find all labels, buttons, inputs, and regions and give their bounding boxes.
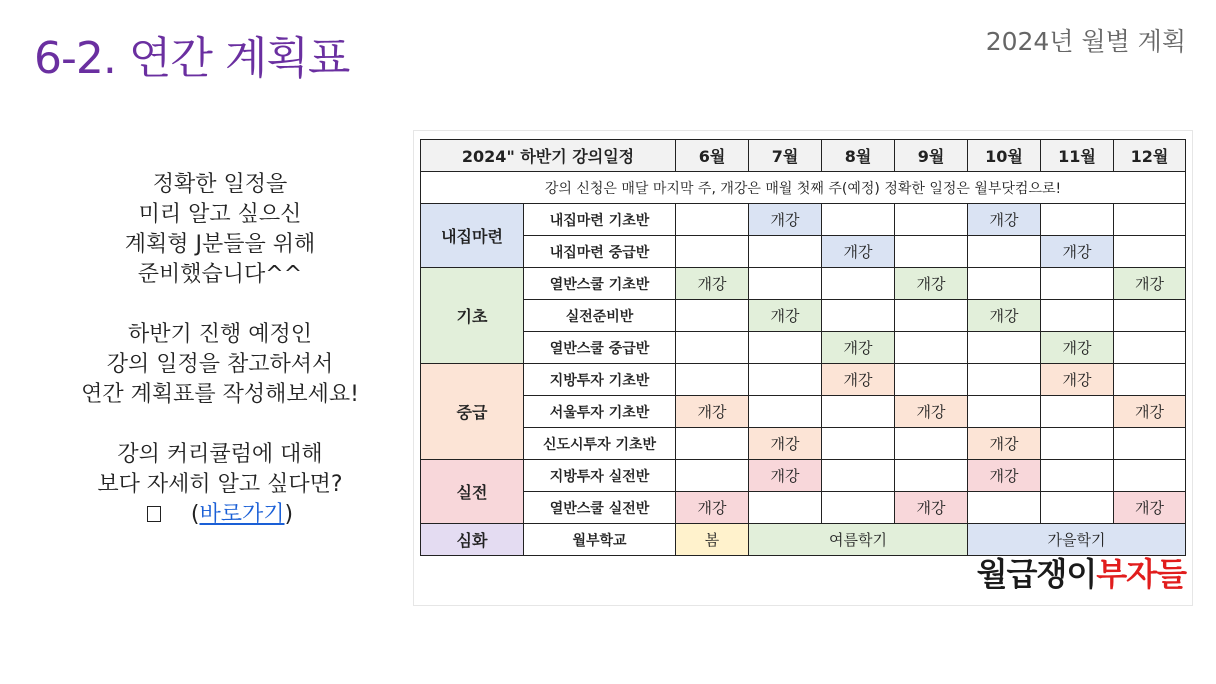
month-header: 9월	[895, 140, 968, 172]
table-row	[421, 364, 1186, 396]
intro-line: 정확한 일정을	[152, 172, 288, 197]
open-cell: 개강	[1041, 364, 1114, 396]
empty-cell	[1041, 396, 1114, 428]
schedule-image	[413, 130, 1193, 606]
empty-cell	[1041, 492, 1114, 524]
empty-cell	[822, 492, 895, 524]
month-header: 7월	[749, 140, 822, 172]
slide-subtitle: 2024년 월별 계획	[985, 27, 1186, 56]
empty-cell	[676, 460, 749, 492]
intro-line: 보다 자세히 알고 싶다면?	[97, 472, 343, 497]
table-row	[421, 300, 1186, 332]
open-cell: 개강	[968, 428, 1041, 460]
empty-cell	[895, 364, 968, 396]
intro-line: 미리 알고 싶으신	[138, 202, 302, 227]
shortcut-link[interactable]: 바로가기	[199, 502, 285, 527]
month-header: 6월	[676, 140, 749, 172]
empty-cell	[676, 300, 749, 332]
table-row	[421, 236, 1186, 268]
course-name: 실전준비반	[524, 300, 676, 332]
table-row	[421, 460, 1186, 492]
empty-cell	[676, 332, 749, 364]
open-cell: 개강	[822, 236, 895, 268]
open-cell: 개강	[1114, 396, 1186, 428]
open-cell: 개강	[749, 460, 822, 492]
empty-cell	[749, 396, 822, 428]
empty-cell	[1114, 460, 1186, 492]
notice-row: 강의 신청은 매달 마지막 주, 개강은 매월 첫째 주(예정) 정확한 일정은 월부닷컴으로!	[421, 172, 1186, 204]
slide-title: 6-2. 연간 계획표	[34, 33, 350, 84]
empty-cell	[968, 364, 1041, 396]
month-header: 12월	[1114, 140, 1186, 172]
open-cell: 개강	[749, 300, 822, 332]
empty-cell	[749, 364, 822, 396]
term-spring: 봄	[676, 524, 749, 556]
open-cell: 개강	[1041, 332, 1114, 364]
empty-cell	[676, 236, 749, 268]
empty-cell	[1114, 236, 1186, 268]
empty-cell	[749, 268, 822, 300]
shortcut-line	[40, 500, 400, 530]
missing-glyph-icon	[147, 506, 161, 522]
empty-cell	[895, 332, 968, 364]
logo-dark-text: 월급쟁이	[976, 555, 1097, 593]
category-basic: 기초	[421, 268, 524, 364]
open-cell: 개강	[968, 300, 1041, 332]
open-cell: 개강	[749, 428, 822, 460]
intro-line: 하반기 진행 예정인	[127, 322, 312, 347]
table-row	[421, 268, 1186, 300]
empty-cell	[822, 268, 895, 300]
empty-cell	[822, 300, 895, 332]
empty-cell	[895, 460, 968, 492]
open-cell: 개강	[1114, 492, 1186, 524]
open-cell: 개강	[822, 332, 895, 364]
empty-cell	[1041, 268, 1114, 300]
empty-cell	[1114, 364, 1186, 396]
empty-cell	[968, 396, 1041, 428]
course-name: 월부학교	[524, 524, 676, 556]
empty-cell	[895, 428, 968, 460]
open-cell: 개강	[895, 268, 968, 300]
intro-line: 연간 계획표를 작성해보세요!	[81, 382, 359, 407]
table-row	[421, 428, 1186, 460]
empty-cell	[822, 204, 895, 236]
term-fall: 가을학기	[968, 524, 1186, 556]
empty-cell	[749, 492, 822, 524]
course-name: 서울투자 기초반	[524, 396, 676, 428]
empty-cell	[895, 236, 968, 268]
empty-cell	[822, 460, 895, 492]
empty-cell	[1114, 204, 1186, 236]
month-header: 8월	[822, 140, 895, 172]
course-name: 신도시투자 기초반	[524, 428, 676, 460]
paren-close: )	[284, 502, 294, 527]
empty-cell	[968, 492, 1041, 524]
intro-line: 강의 일정을 참고하셔서	[106, 352, 334, 377]
open-cell: 개강	[895, 396, 968, 428]
category-intermediate: 중급	[421, 364, 524, 460]
open-cell: 개강	[749, 204, 822, 236]
empty-cell	[822, 396, 895, 428]
open-cell: 개강	[676, 268, 749, 300]
empty-cell	[1041, 204, 1114, 236]
empty-cell	[676, 428, 749, 460]
course-name: 지방투자 실전반	[524, 460, 676, 492]
open-cell: 개강	[676, 396, 749, 428]
empty-cell	[895, 300, 968, 332]
empty-cell	[895, 204, 968, 236]
month-header: 10월	[968, 140, 1041, 172]
course-name: 열반스쿨 기초반	[524, 268, 676, 300]
intro-line: 계획형 J분들을 위해	[124, 232, 316, 257]
open-cell: 개강	[1114, 268, 1186, 300]
schedule-table	[420, 139, 1186, 556]
category-advanced: 심화	[421, 524, 524, 556]
term-summer: 여름학기	[749, 524, 968, 556]
empty-cell	[1114, 428, 1186, 460]
empty-cell	[1041, 460, 1114, 492]
empty-cell	[1114, 300, 1186, 332]
open-cell: 개강	[968, 204, 1041, 236]
course-name: 내집마련 기초반	[524, 204, 676, 236]
logo-red-text: 부자들	[1096, 555, 1186, 593]
month-header: 11월	[1041, 140, 1114, 172]
intro-line: 강의 커리큘럼에 대해	[117, 442, 323, 467]
open-cell: 개강	[895, 492, 968, 524]
table-row	[421, 396, 1186, 428]
empty-cell	[749, 332, 822, 364]
empty-cell	[968, 236, 1041, 268]
open-cell: 개강	[968, 460, 1041, 492]
open-cell: 개강	[676, 492, 749, 524]
course-name: 내집마련 중급반	[524, 236, 676, 268]
table-row	[421, 332, 1186, 364]
course-name: 열반스쿨 중급반	[524, 332, 676, 364]
intro-line: 준비했습니다^^	[137, 262, 303, 287]
empty-cell	[676, 364, 749, 396]
category-practical: 실전	[421, 460, 524, 524]
intro-text	[40, 170, 400, 530]
empty-cell	[1114, 332, 1186, 364]
empty-cell	[749, 236, 822, 268]
empty-cell	[968, 332, 1041, 364]
table-row	[421, 204, 1186, 236]
empty-cell	[822, 428, 895, 460]
empty-cell	[676, 204, 749, 236]
table-row	[421, 492, 1186, 524]
empty-cell	[1041, 300, 1114, 332]
course-name: 열반스쿨 실전반	[524, 492, 676, 524]
brand-logo	[977, 549, 1186, 595]
course-name: 지방투자 기초반	[524, 364, 676, 396]
empty-cell	[968, 268, 1041, 300]
table-title: 2024" 하반기 강의일정	[421, 140, 676, 172]
empty-cell	[1041, 428, 1114, 460]
category-home: 내집마련	[421, 204, 524, 268]
paren-open: (	[190, 502, 200, 527]
open-cell: 개강	[1041, 236, 1114, 268]
open-cell: 개강	[822, 364, 895, 396]
